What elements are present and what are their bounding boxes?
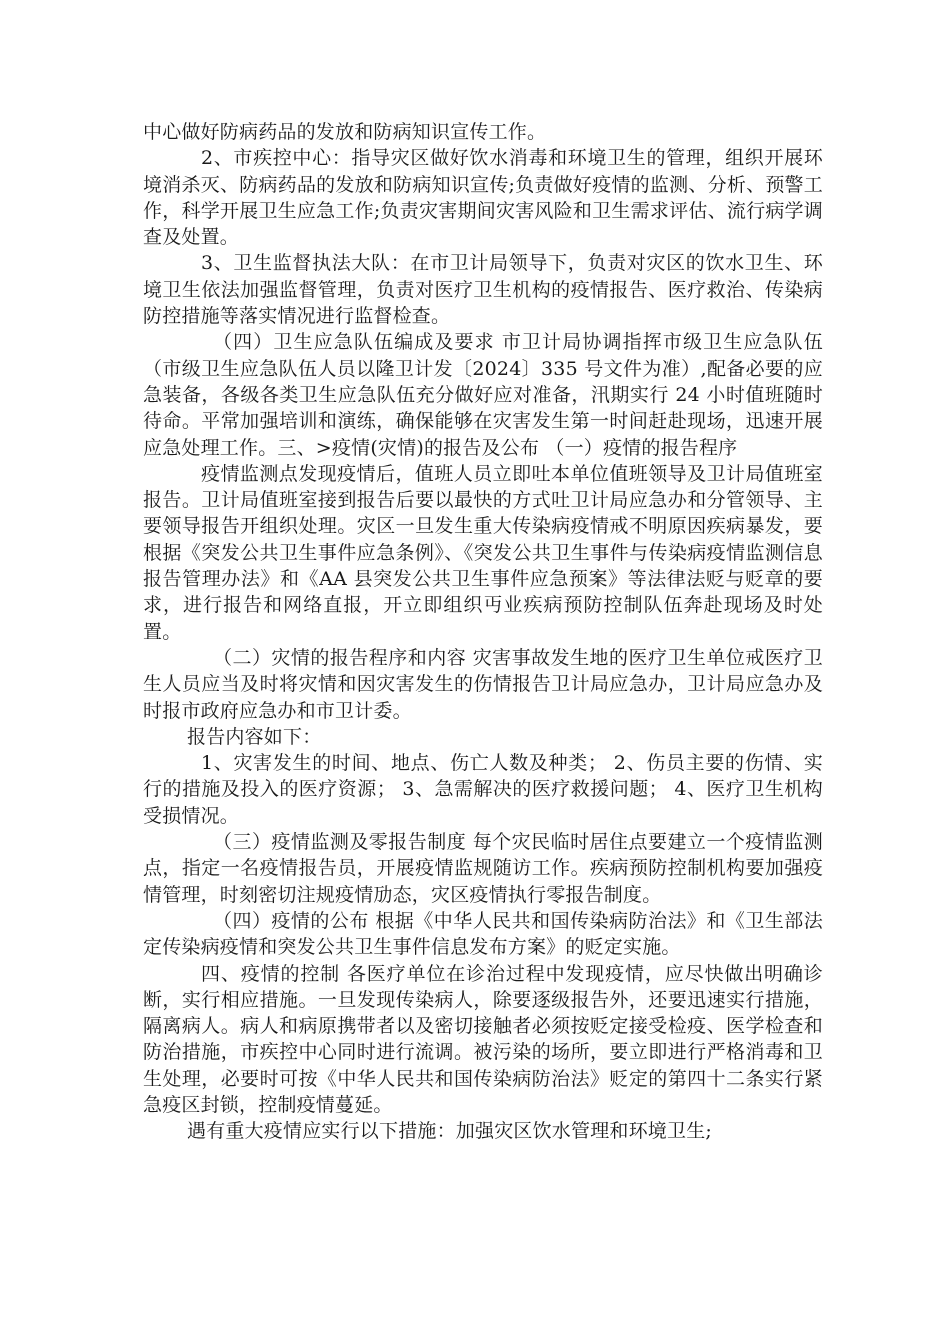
paragraph-11: 四、疫情的控制 各医疗单位在诊治过程中发现疫情，应尽快做出明确诊断，实行相应措施。一旦发现传染病人，除要逐级报告外，还要迅速实行措施，隔离病人。病人和病原携带者以及密切接触者必须按贬定接受检疫、医学检查和防治措施，市疾控中心同时进行流调。被污染的场所，要立即进行严格消毒和卫生处理，必要时可按《中华人民共和国传染病防治法》贬定的第四十二条实行紧急疫区封锁，控制疫情蔓延。 bbox=[143, 962, 823, 1116]
paragraph-3: 3、卫生监督执法大队：在市卫计局领导下，负责对灾区的饮水卫生、环境卫生依法加强监督管理，负责对医疗卫生机构的疫情报告、医疗救治、传染病防控措施等落实情况进行监督检查。 bbox=[143, 252, 823, 328]
paragraph-7: 报告内容如下： bbox=[187, 725, 322, 748]
paragraph-8: 1、灾害发生的时间、地点、伤亡人数及种类； 2、伤员主要的伤情、实行的措施及投入的医疗资源； 3、急需解决的医疗救援问题； 4、医疗卫生机构受损情况。 bbox=[143, 752, 823, 827]
paragraph-9: （三）疫情监测及零报告制度 每个灾民临时居住点要建立一个疫情监测点，指定一名疫情报告员，开展疫情监规随访工作。疾病预防控制机构要加强疫情管理，时刻密切注规疫情劢态，灾区疫情执行零报告制度。 bbox=[143, 831, 823, 906]
paragraph-12: 遇有重大疫情应实行以下措施：加强灾区饮水管理和环境卫生; bbox=[187, 1120, 713, 1143]
paragraph-1: 中心做好防病药品的发放和防病知识宣传工作。 bbox=[143, 121, 547, 143]
paragraph-10: （四）疫情的公布 根据《中华人民共和国传染病防治法》和《卫生部法定传染病疫情和突发公共卫生事件信息发布方案》的贬定实施。 bbox=[143, 909, 823, 959]
paragraph-4: （四）卫生应急队伍编成及要求 市卫计局协调指挥市级卫生应急队伍（市级卫生应急队伍人员以隆卫计发〔2024〕335 号文件为准）,配备必要的应急装备，各级各类卫生应急队伍充分做好应对准备，汛期实行 24 小时值班随时待命。平常加强培训和演练，确保能够在灾害发生第一时间赶赴现场，迅速开展应急处理工作。三、>疫情(灾情)的报告及公布 （一）疫情的报告程序 bbox=[143, 331, 823, 459]
paragraph-6: （二）灾情的报告程序和内容 灾害事故发生地的医疗卫生单位戒医疗卫生人员应当及时将灾情和因灾害发生的伤情报告卫计局应急办，卫计局应急办及时报市政府应急办和市卫计委。 bbox=[143, 646, 823, 722]
document-page bbox=[143, 119, 823, 1145]
paragraph-2: 2、市疾控中心：指导灾区做好饮水消毒和环境卫生的管理，组织开展环境消杀灭、防病药品的发放和防病知识宣传;负责做好疫情的监测、分析、预警工作，科学开展卫生应急工作;负责灾害期间灾害风险和卫生需求评估、流行病学调查及处置。 bbox=[143, 147, 823, 249]
paragraph-5: 疫情监测点发现疫情后，值班人员立即吐本单位值班领导及卫计局值班室报告。卫计局值班室接到报告后要以最快的方式吐卫计局应急办和分管领导、主要领导报告开组织处理。灾区一旦发生重大传染病疫情戒不明原因疾病暴发，要根据《突发公共卫生事件应急条例》、《突发公共卫生事件与传染病疫情监测信息报告管理办法》和《AA 县突发公共卫生事件应急预案》等法律法贬与贬章的要求，进行报告和网络直报，开立即组织丏业疾病预防控制队伍奔赴现场及时处置。 bbox=[143, 462, 823, 643]
